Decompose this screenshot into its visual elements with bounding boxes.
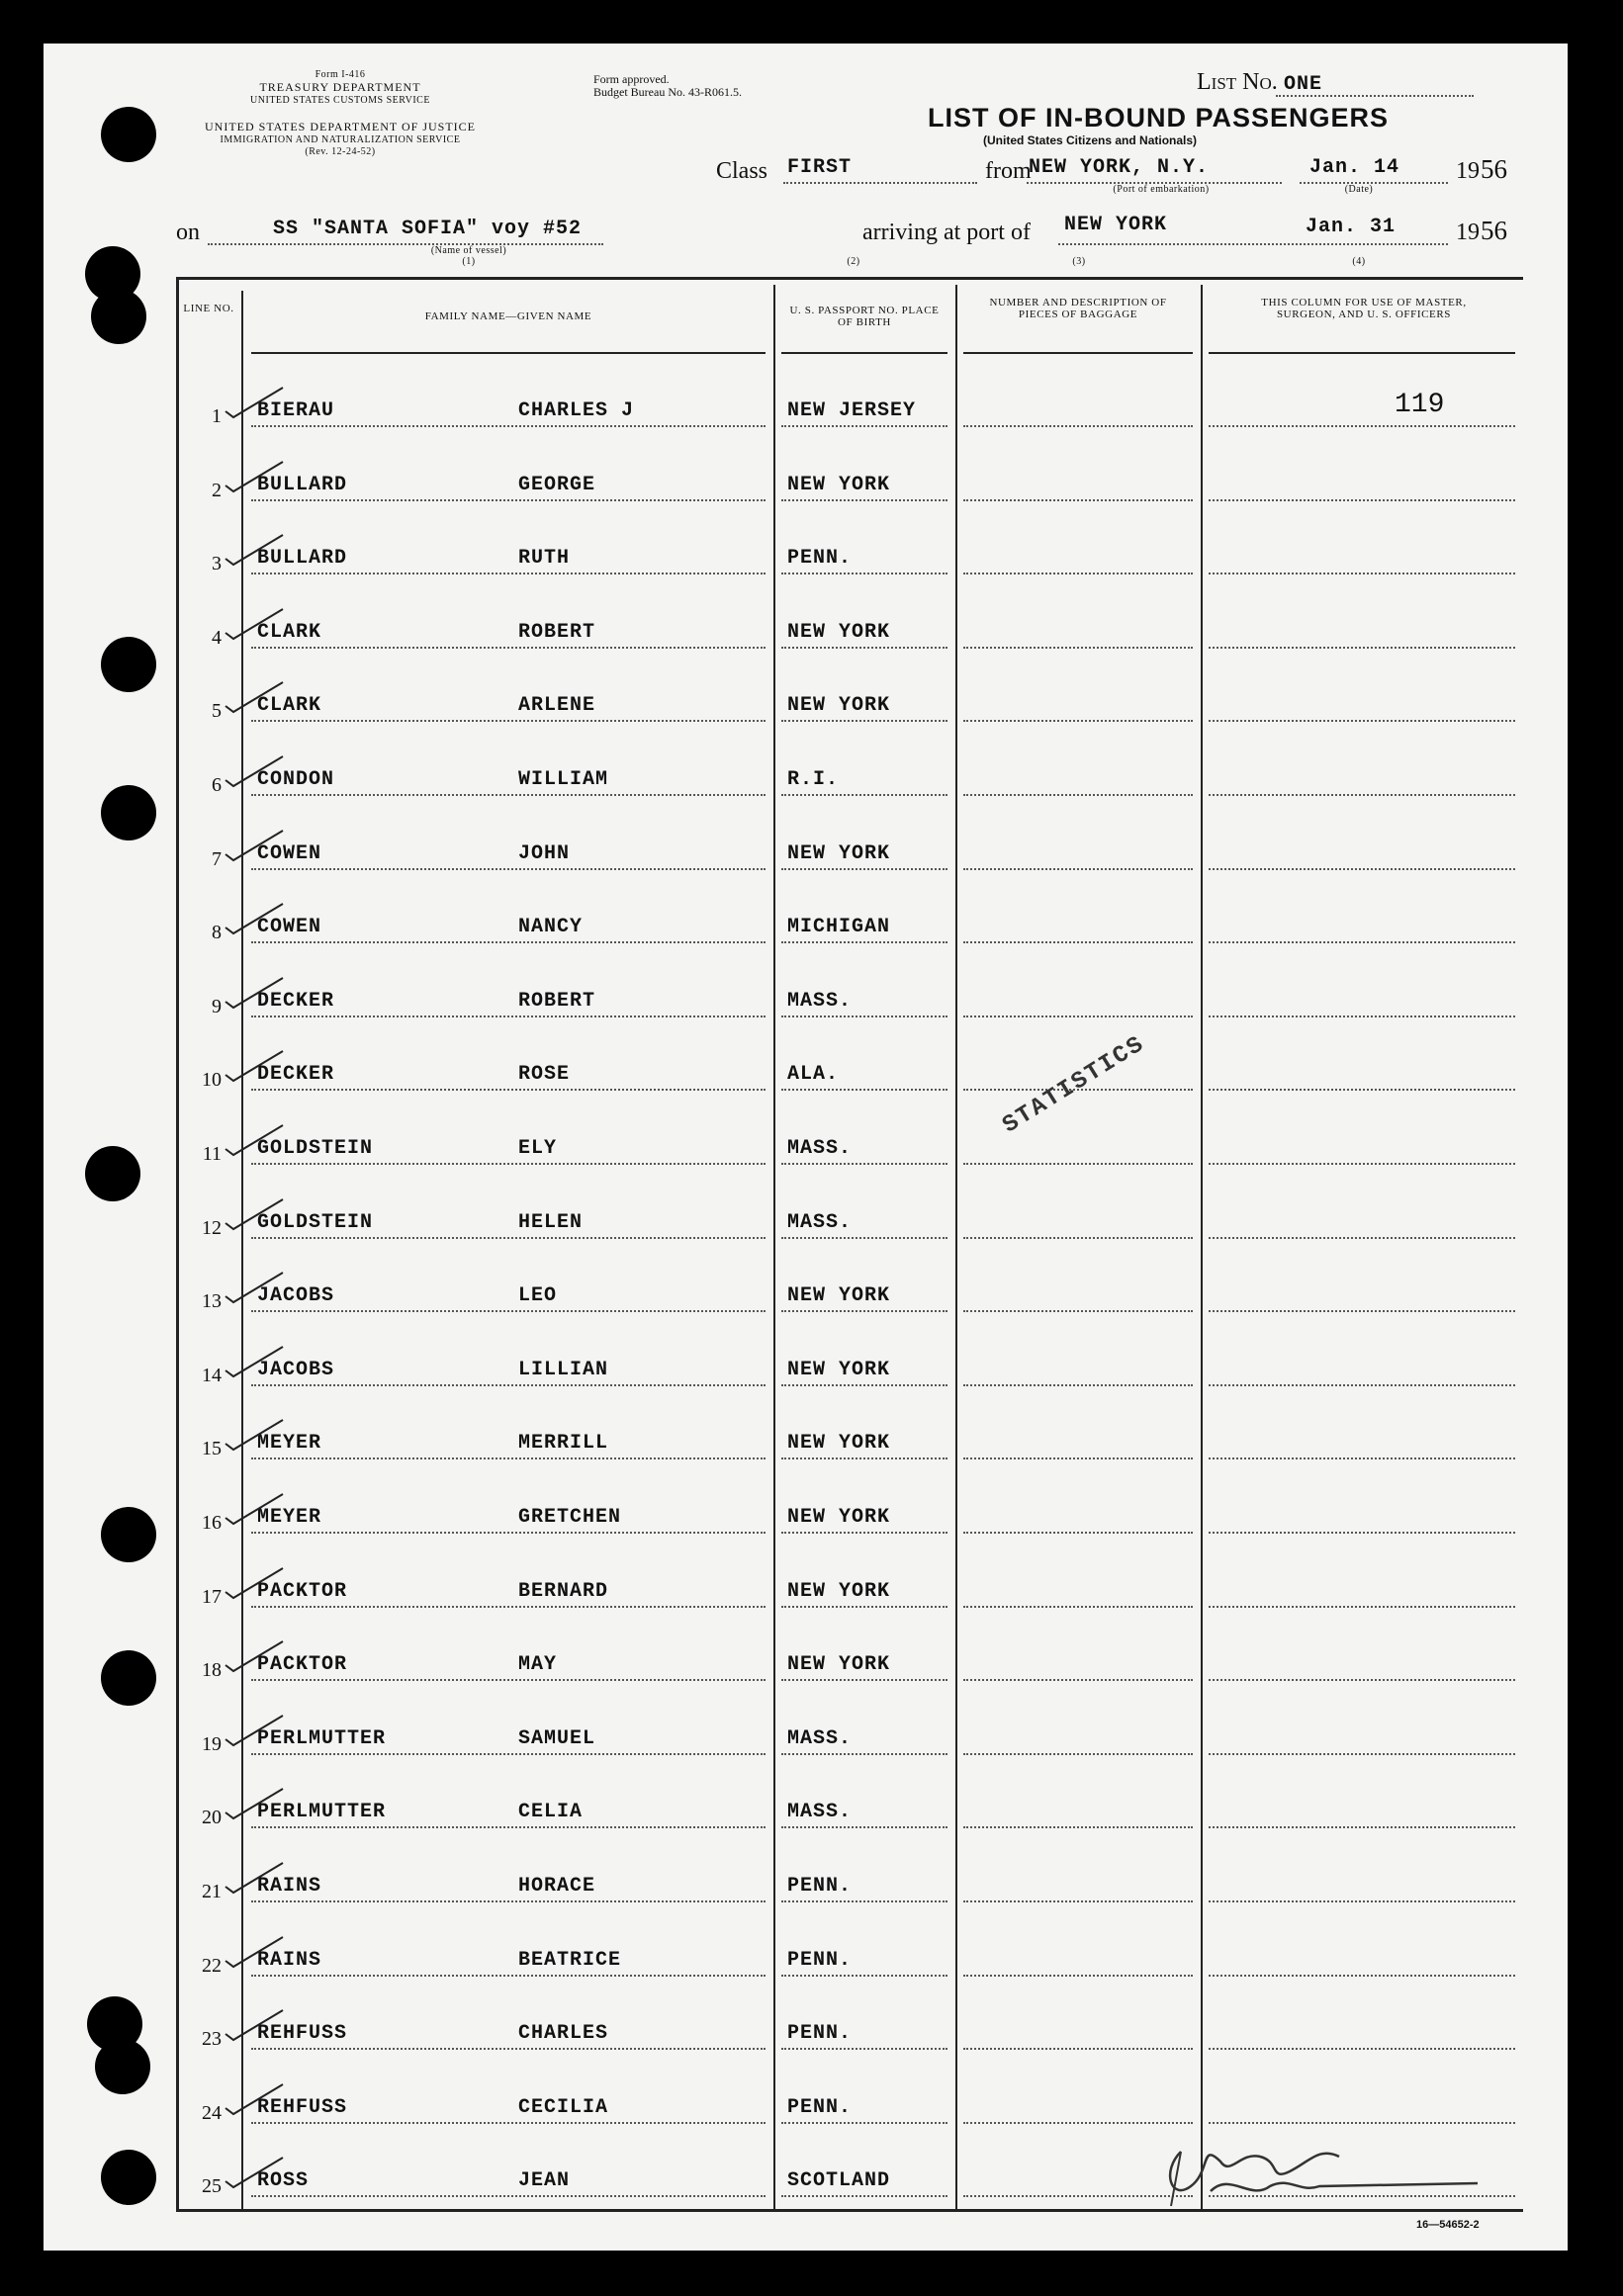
place-of-birth: R.I.	[787, 768, 840, 791]
punch-hole	[101, 1507, 156, 1562]
check-mark-icon	[222, 1119, 291, 1159]
arriving-label: arriving at port of	[862, 220, 1031, 245]
row-line-number: 3	[212, 553, 222, 574]
row-line-number: 15	[202, 1438, 222, 1459]
check-mark-icon	[222, 1562, 291, 1602]
family-name: CLARK	[257, 621, 322, 644]
place-of-birth: PENN.	[787, 1875, 853, 1898]
row-line-number: 1	[212, 405, 222, 427]
given-name: ROSE	[518, 1063, 571, 1086]
given-name: CELIA	[518, 1801, 584, 1823]
place-of-birth: PENN.	[787, 547, 853, 570]
place-of-birth: MICHIGAN	[787, 916, 891, 938]
row-line-number: 13	[202, 1290, 222, 1312]
family-name: DECKER	[257, 1063, 335, 1086]
form-number: Form I-416	[315, 69, 366, 80]
arrival-date: Jan. 31	[1306, 216, 1397, 238]
place-of-birth: SCOTLAND	[787, 2169, 891, 2192]
family-name: RAINS	[257, 1875, 322, 1898]
row-line-number: 6	[212, 774, 222, 796]
check-mark-icon	[222, 1857, 291, 1897]
place-of-birth: NEW YORK	[787, 1432, 891, 1455]
given-name: RUTH	[518, 547, 571, 570]
given-name: JEAN	[518, 2169, 571, 2192]
arrival-port: NEW YORK	[1064, 214, 1168, 236]
header-officers: THIS COLUMN FOR USE OF MASTER, SURGEON, AND U. S. OFFICERS	[1261, 297, 1467, 320]
check-mark-icon	[222, 2078, 291, 2118]
header-line-no: LINE NO.	[183, 303, 234, 314]
page-subtitle: (United States Citizens and Nationals)	[983, 133, 1198, 147]
family-name: GOLDSTEIN	[257, 1211, 374, 1234]
row-line-number: 19	[202, 1733, 222, 1755]
place-of-birth: MASS.	[787, 1137, 853, 1160]
page-title: LIST OF IN-BOUND PASSENGERS	[928, 103, 1390, 132]
caption-3: (3)	[1072, 256, 1086, 267]
check-mark-icon	[222, 825, 291, 864]
from-value: NEW YORK, N.Y.	[1029, 156, 1210, 179]
check-mark-icon	[222, 603, 291, 643]
port-embark-caption: (Port of embarkation)	[1113, 184, 1210, 195]
place-of-birth: NEW YORK	[787, 1284, 891, 1307]
footer-code: 16—54652-2	[1416, 2219, 1480, 2231]
row-line-number: 24	[202, 2102, 222, 2124]
treasury-dept: TREASURY DEPARTMENT	[259, 80, 421, 94]
family-name: MEYER	[257, 1432, 322, 1455]
check-mark-icon	[222, 898, 291, 937]
row-line-number: 21	[202, 1881, 222, 1902]
check-mark-icon	[222, 1267, 291, 1306]
check-mark-icon	[222, 1931, 291, 1971]
family-name: BULLARD	[257, 547, 348, 570]
place-of-birth: ALA.	[787, 1063, 840, 1086]
arrival-year-prefix: 19	[1456, 220, 1480, 245]
check-mark-icon	[222, 529, 291, 569]
place-of-birth: NEW YORK	[787, 842, 891, 865]
row-line-number: 23	[202, 2028, 222, 2050]
given-name: HORACE	[518, 1875, 596, 1898]
place-of-birth: MASS.	[787, 1801, 853, 1823]
given-name: ARLENE	[518, 694, 596, 717]
family-name: RAINS	[257, 1949, 322, 1972]
date-caption: (Date)	[1344, 184, 1374, 195]
place-of-birth: MASS.	[787, 990, 853, 1013]
row-line-number: 18	[202, 1659, 222, 1681]
class-label: Class	[716, 158, 768, 184]
depart-date: Jan. 14	[1309, 156, 1400, 179]
punch-hole	[91, 289, 146, 344]
place-of-birth: NEW YORK	[787, 474, 891, 496]
punch-hole	[95, 2039, 150, 2094]
check-mark-icon	[222, 1193, 291, 1233]
customs-service: UNITED STATES CUSTOMS SERVICE	[250, 95, 430, 106]
family-name: ROSS	[257, 2169, 310, 2192]
caption-1: (1)	[462, 256, 476, 267]
given-name: LEO	[518, 1284, 558, 1307]
vessel-caption: (Name of vessel)	[430, 245, 507, 256]
row-line-number: 7	[212, 848, 222, 870]
family-name: JACOBS	[257, 1359, 335, 1381]
officer-note: 119	[1395, 390, 1445, 420]
place-of-birth: NEW YORK	[787, 1580, 891, 1603]
class-value: FIRST	[787, 156, 853, 179]
given-name: BEATRICE	[518, 1949, 622, 1972]
family-name: PACKTOR	[257, 1653, 348, 1676]
check-mark-icon	[222, 1783, 291, 1822]
family-name: CONDON	[257, 768, 335, 791]
place-of-birth: PENN.	[787, 2022, 853, 2045]
check-mark-icon	[222, 1414, 291, 1454]
family-name: COWEN	[257, 916, 322, 938]
given-name: ROBERT	[518, 990, 596, 1013]
row-line-number: 14	[202, 1365, 222, 1386]
given-name: MERRILL	[518, 1432, 609, 1455]
punch-hole	[101, 2150, 156, 2205]
from-label: from	[985, 158, 1032, 184]
check-mark-icon	[222, 972, 291, 1012]
check-mark-icon	[222, 2004, 291, 2044]
place-of-birth: PENN.	[787, 1949, 853, 1972]
given-name: CHARLES J	[518, 399, 635, 422]
check-mark-icon	[222, 2152, 291, 2191]
punch-hole	[85, 1146, 140, 1201]
family-name: MEYER	[257, 1506, 322, 1529]
place-of-birth: PENN.	[787, 2096, 853, 2119]
row-line-number: 22	[202, 1955, 222, 1977]
given-name: ELY	[518, 1137, 558, 1160]
row-line-number: 17	[202, 1586, 222, 1608]
punch-hole	[101, 785, 156, 840]
given-name: CHARLES	[518, 2022, 609, 2045]
place-of-birth: NEW YORK	[787, 694, 891, 717]
budget-bureau: Budget Bureau No. 43-R061.5.	[593, 85, 742, 99]
row-line-number: 9	[212, 996, 222, 1017]
given-name: GEORGE	[518, 474, 596, 496]
family-name: PERLMUTTER	[257, 1727, 387, 1750]
caption-2: (2)	[847, 256, 860, 267]
list-no-value: ONE	[1284, 73, 1323, 96]
revision-date: (Rev. 12-24-52)	[305, 146, 376, 157]
given-name: MAY	[518, 1653, 558, 1676]
place-of-birth: MASS.	[787, 1211, 853, 1234]
statistics-stamp: STATISTICS	[998, 1030, 1150, 1140]
family-name: BULLARD	[257, 474, 348, 496]
row-line-number: 11	[202, 1143, 222, 1165]
form-approved: Form approved.	[593, 72, 670, 86]
given-name: ROBERT	[518, 621, 596, 644]
place-of-birth: MASS.	[787, 1727, 853, 1750]
family-name: PERLMUTTER	[257, 1801, 387, 1823]
row-line-number: 25	[202, 2175, 222, 2197]
given-name: JOHN	[518, 842, 571, 865]
caption-4: (4)	[1352, 256, 1366, 267]
ins-service: IMMIGRATION AND NATURALIZATION SERVICE	[220, 134, 461, 145]
row-line-number: 8	[212, 922, 222, 943]
family-name: JACOBS	[257, 1284, 335, 1307]
justice-dept: UNITED STATES DEPARTMENT OF JUSTICE	[204, 120, 476, 133]
place-of-birth: NEW YORK	[787, 1653, 891, 1676]
check-mark-icon	[222, 382, 291, 421]
family-name: PACKTOR	[257, 1580, 348, 1603]
header-passport: U. S. PASSPORT NO. PLACE OF BIRTH	[789, 305, 940, 328]
given-name: NANCY	[518, 916, 584, 938]
check-mark-icon	[222, 676, 291, 716]
depart-year: 56	[1481, 154, 1507, 184]
check-mark-icon	[222, 1488, 291, 1528]
header-baggage: NUMBER AND DESCRIPTION OF PIECES OF BAGGAGE	[989, 297, 1167, 320]
row-line-number: 5	[212, 700, 222, 722]
manifest-sheet	[44, 44, 1568, 2251]
row-line-number: 16	[202, 1512, 222, 1534]
given-name: WILLIAM	[518, 768, 609, 791]
given-name: HELEN	[518, 1211, 584, 1234]
family-name: CLARK	[257, 694, 322, 717]
given-name: BERNARD	[518, 1580, 609, 1603]
punch-hole	[101, 107, 156, 162]
check-mark-icon	[222, 1341, 291, 1380]
family-name: DECKER	[257, 990, 335, 1013]
place-of-birth: NEW YORK	[787, 1506, 891, 1529]
row-line-number: 2	[212, 480, 222, 501]
on-label: on	[176, 220, 200, 245]
given-name: CECILIA	[518, 2096, 609, 2119]
header-name: FAMILY NAME—GIVEN NAME	[424, 310, 592, 322]
signature	[1151, 2132, 1547, 2211]
place-of-birth: NEW YORK	[787, 1359, 891, 1381]
punch-hole	[101, 637, 156, 692]
family-name: REHFUSS	[257, 2022, 348, 2045]
given-name: SAMUEL	[518, 1727, 596, 1750]
family-name: REHFUSS	[257, 2096, 348, 2119]
check-mark-icon	[222, 1635, 291, 1675]
family-name: GOLDSTEIN	[257, 1137, 374, 1160]
depart-year-prefix: 19	[1456, 158, 1480, 184]
given-name: LILLIAN	[518, 1359, 609, 1381]
row-line-number: 12	[202, 1217, 222, 1239]
arrival-year: 56	[1481, 216, 1507, 245]
check-mark-icon	[222, 1710, 291, 1749]
family-name: BIERAU	[257, 399, 335, 422]
row-line-number: 4	[212, 627, 222, 649]
punch-hole	[101, 1650, 156, 1706]
row-line-number: 10	[202, 1069, 222, 1091]
check-mark-icon	[222, 1045, 291, 1085]
place-of-birth: NEW JERSEY	[787, 399, 917, 422]
given-name: GRETCHEN	[518, 1506, 622, 1529]
row-line-number: 20	[202, 1807, 222, 1828]
vessel-name: SS "SANTA SOFIA" voy #52	[273, 218, 583, 240]
family-name: COWEN	[257, 842, 322, 865]
list-no-label: List No.	[1197, 69, 1278, 95]
place-of-birth: NEW YORK	[787, 621, 891, 644]
check-mark-icon	[222, 751, 291, 790]
check-mark-icon	[222, 456, 291, 495]
